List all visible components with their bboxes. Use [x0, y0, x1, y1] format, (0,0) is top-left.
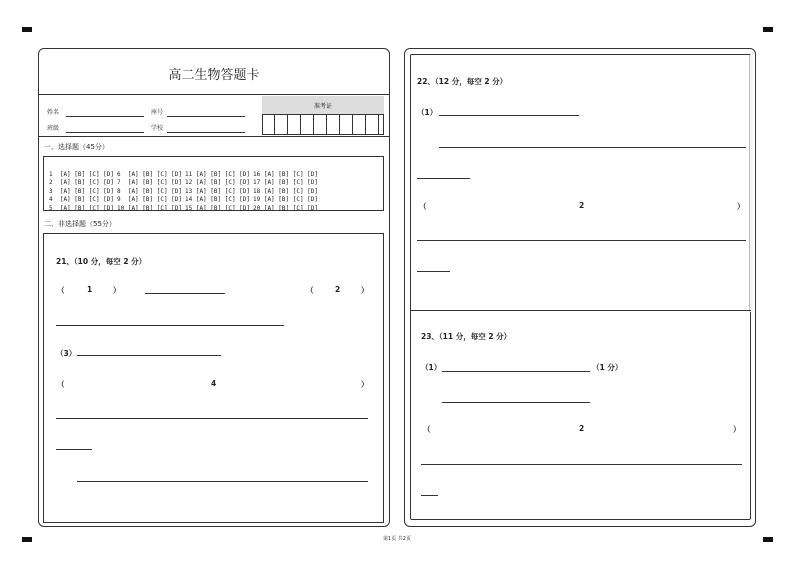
q21-answer-line[interactable]	[77, 481, 368, 482]
q23-part-number-2: 2	[579, 424, 585, 433]
q21-paren-close-4: ）	[361, 380, 369, 389]
exam-id-digit-cell[interactable]	[314, 115, 327, 134]
choice-row[interactable]: 20 [A] [B] [C] [D]	[253, 204, 319, 212]
school-label: 学校	[151, 125, 164, 132]
choice-row[interactable]: 11 [A] [B] [C] [D]	[185, 170, 251, 178]
q22-answer-line[interactable]	[417, 271, 450, 272]
q22-heading: 22、（12 分，每空 2 分）	[417, 77, 508, 86]
choice-row[interactable]: 5 [A] [B] [C] [D]	[49, 204, 115, 212]
q21-part-number-4: 4	[211, 379, 217, 388]
choice-row[interactable]: 18 [A] [B] [C] [D]	[253, 187, 319, 195]
choice-row[interactable]: 17 [A] [B] [C] [D]	[253, 179, 319, 186]
choice-column-1[interactable]	[49, 162, 114, 213]
q21-paren-close-1: ）	[113, 286, 121, 295]
q21-box	[43, 233, 384, 523]
q23-paren-close-2: ）	[733, 425, 741, 434]
info-divider	[38, 136, 390, 137]
choice-row[interactable]: 2 [A] [B] [C] [D]	[49, 179, 115, 186]
q21-answer-line[interactable]	[56, 325, 284, 326]
exam-id-digit-cell[interactable]	[366, 115, 379, 134]
q21-answer-line[interactable]	[56, 449, 92, 450]
exam-id-digit-cell[interactable]	[275, 115, 288, 134]
q22-part-label-1: （1）	[417, 108, 438, 117]
registration-mark-top-right	[763, 27, 773, 32]
choice-column-2[interactable]	[117, 162, 182, 213]
exam-id-digit-cell[interactable]	[262, 115, 275, 134]
choice-column-4[interactable]	[253, 162, 318, 213]
page-title: 高二生物答题卡	[168, 68, 260, 83]
choice-column-3[interactable]	[185, 162, 250, 213]
q21-part-number-2: 2	[335, 285, 341, 294]
choice-row[interactable]: 1 [A] [B] [C] [D]	[49, 170, 115, 178]
page-footer: 第1页 共2页	[383, 536, 411, 542]
q21-part-label-3: （3）	[56, 349, 77, 358]
registration-mark-top-left	[22, 27, 32, 32]
exam-id-digit-cell[interactable]	[340, 115, 353, 134]
q22-answer-line[interactable]	[417, 240, 746, 241]
q22-part-number-2: 2	[579, 201, 585, 210]
q21-paren-open-4: （	[57, 380, 65, 389]
choice-row[interactable]: 6 [A] [B] [C] [D]	[117, 170, 183, 178]
q21-heading: 21、（10 分，每空 2 分）	[56, 257, 147, 266]
q23-answer-line[interactable]	[442, 402, 590, 403]
choice-row[interactable]: 14 [A] [B] [C] [D]	[185, 196, 251, 203]
q23-answer-line[interactable]	[442, 371, 590, 372]
section1-title: 一、选择题（45分）	[44, 143, 109, 151]
choice-row[interactable]: 16 [A] [B] [C] [D]	[253, 170, 319, 178]
q22-answer-line[interactable]	[417, 178, 470, 179]
class-label: 班级	[47, 125, 60, 132]
q21-answer-line[interactable]	[145, 293, 225, 294]
q21-answer-line[interactable]	[56, 418, 368, 419]
section2-title: 二、非选择题（55分）	[44, 220, 116, 228]
q21-paren-close-2: ）	[361, 286, 369, 295]
exam-id-digit-cell[interactable]	[301, 115, 314, 134]
q22-answer-line[interactable]	[439, 115, 579, 116]
school-field[interactable]	[167, 132, 245, 133]
q21-answer-line[interactable]	[77, 355, 221, 356]
q23-part-label-1: （1）	[421, 363, 442, 372]
choice-row[interactable]: 12 [A] [B] [C] [D]	[185, 179, 251, 186]
exam-id-digit-cell[interactable]	[327, 115, 340, 134]
title-divider	[38, 94, 390, 95]
choice-row[interactable]: 3 [A] [B] [C] [D]	[49, 187, 115, 195]
q22-paren-close-2: ）	[737, 202, 745, 211]
q22-answer-line[interactable]	[439, 147, 746, 148]
name-field[interactable]	[66, 116, 144, 117]
q23-answer-line[interactable]	[421, 464, 742, 465]
class-field[interactable]	[66, 132, 144, 133]
choice-row[interactable]: 8 [A] [B] [C] [D]	[117, 187, 183, 195]
choice-row[interactable]: 7 [A] [B] [C] [D]	[117, 179, 183, 186]
q21-part-number-1: 1	[87, 285, 93, 294]
choice-row[interactable]: 9 [A] [B] [C] [D]	[117, 196, 183, 203]
q23-paren-open-2: （	[423, 425, 431, 434]
choice-row[interactable]: 4 [A] [B] [C] [D]	[49, 196, 115, 203]
choice-row[interactable]: 13 [A] [B] [C] [D]	[185, 187, 251, 195]
choice-row[interactable]: 15 [A] [B] [C] [D]	[185, 204, 251, 212]
name-label: 姓名	[47, 109, 60, 116]
seat-label: 座号	[151, 109, 164, 116]
right-answer-frame	[410, 54, 751, 520]
q21-paren-open-1: （	[57, 286, 65, 295]
q22-paren-open-2: （	[419, 202, 427, 211]
q23-answer-line[interactable]	[421, 495, 438, 496]
q22-scrollbar[interactable]	[749, 55, 753, 312]
exam-id-digit-cell[interactable]	[288, 115, 301, 134]
exam-id-label: 准考证	[313, 103, 332, 110]
q22-q23-divider	[410, 310, 751, 311]
exam-id-digit-cell[interactable]	[353, 115, 366, 134]
q21-paren-open-2: （	[306, 286, 314, 295]
choice-row[interactable]: 10 [A] [B] [C] [D]	[117, 204, 183, 212]
seat-field[interactable]	[167, 116, 245, 117]
q23-score-note: （1 分）	[592, 363, 623, 372]
q23-heading: 23、（11 分，每空 2 分）	[421, 332, 512, 341]
choice-row[interactable]: 19 [A] [B] [C] [D]	[253, 196, 319, 203]
